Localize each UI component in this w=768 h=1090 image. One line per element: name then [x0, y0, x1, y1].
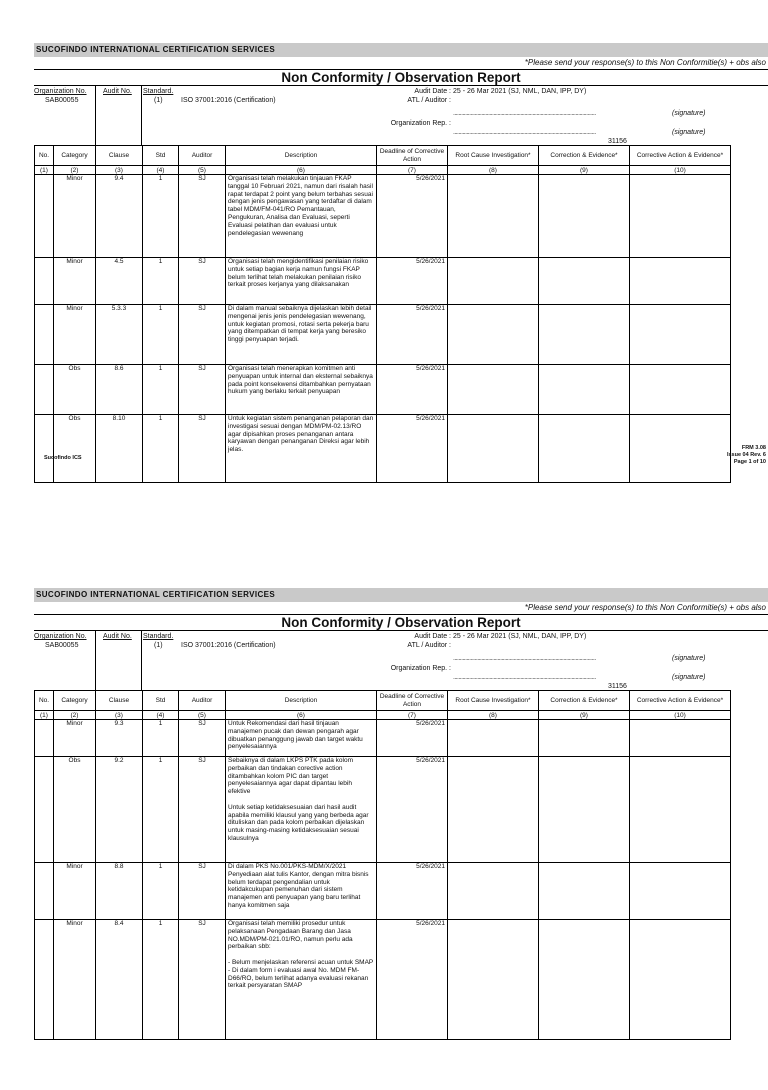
col-correction-header: Correction & Evidence*: [539, 146, 630, 166]
col-auditor-number: (5): [179, 711, 226, 720]
report-title: Non Conformity / Observation Report: [34, 69, 768, 86]
col-description-cell: Organisasi telah melakukan tinjauan FKAP tanggal 10 Februari 2021, namun dari risalah hasil rapat terdapat 2 point yang belum terbahas sesuai dengan jenis pengawasan yang terdaftar di dalam tabel MDM/FM-041/RO Pemantauan, Pengukuran, Analisa dan Evaluasi, seperti Evaluasi pelatihan dan evaluasi untuk pendelegasian wewenang: [226, 175, 377, 258]
response-note: *Please send your response(s) to this Non Conformitie(s) + obs also: [524, 603, 766, 612]
col-root-cause-cell: [448, 258, 539, 305]
col-clause-cell: 4.5: [96, 258, 143, 305]
col-description-cell: Untuk kegiatan sistem penanganan pelaporan dan investigasi sesuai dengan MDM/PM-02.13/RO agar dipisahkan proses penanganan antara karyawan dengan penanganan Direksi agar lebih jelas.: [226, 415, 377, 483]
col-auditor-cell: SJ: [179, 175, 226, 258]
col-clause-header: Clause: [96, 691, 143, 711]
col-category-cell: Minor: [54, 720, 96, 757]
col-no-cell: [35, 305, 54, 365]
col-deadline-number: (7): [377, 711, 448, 720]
col-deadline-number: (7): [377, 166, 448, 175]
table-row: [35, 757, 731, 863]
col-description-cell: Untuk Rekomendasi dari hasil tinjauan manajemen pucak dan dewan pengarah agar dibuatkan penanggung jawab dan target waktu penyelesaiannya: [226, 720, 377, 757]
column-number-row: [35, 711, 731, 720]
col-auditor-cell: SJ: [179, 305, 226, 365]
col-category-cell: Minor: [54, 258, 96, 305]
company-header-bar: [34, 43, 768, 57]
col-corrective-action-cell: [630, 720, 731, 757]
col-no-cell: [35, 863, 54, 920]
column-header-row: [35, 691, 731, 711]
col-auditor-cell: SJ: [179, 415, 226, 483]
col-clause-cell: 5.3.3: [96, 305, 143, 365]
col-std-header: Std: [143, 691, 179, 711]
col-std-cell: 1: [143, 863, 179, 920]
col-root-cause-number: (8): [448, 166, 539, 175]
col-std-cell: 1: [143, 305, 179, 365]
report-page: [0, 588, 768, 1090]
col-auditor-cell: SJ: [179, 720, 226, 757]
col-category-header: Category: [54, 146, 96, 166]
col-auditor-cell: SJ: [179, 863, 226, 920]
col-std-number: (4): [143, 166, 179, 175]
col-deadline-cell: 5/26/2021: [377, 305, 448, 365]
org-no-label: Organization No.: [34, 633, 87, 640]
col-no-cell: [35, 258, 54, 305]
col-corrective-action-cell: [630, 305, 731, 365]
col-corrective-action-header: Corrective Action & Evidence*: [630, 146, 731, 166]
audit-date-label: Audit Date :: [414, 633, 451, 640]
atl-auditor-label: ATL / Auditor :: [407, 642, 451, 649]
col-corrective-action-number: (10): [630, 166, 731, 175]
col-root-cause-cell: [448, 720, 539, 757]
col-category-cell: Obs: [54, 415, 96, 483]
footer-frm: FRM 3.08: [741, 445, 766, 451]
col-root-cause-cell: [448, 863, 539, 920]
col-std-cell: 1: [143, 365, 179, 415]
col-std-number: (4): [143, 711, 179, 720]
col-corrective-action-cell: [630, 757, 731, 863]
col-corrective-action-cell: [630, 365, 731, 415]
col-root-cause-number: (8): [448, 711, 539, 720]
info-divider: [141, 86, 142, 145]
col-auditor-cell: SJ: [179, 757, 226, 863]
org-no-value: SAB00055: [45, 642, 79, 649]
page-footer: [0, 445, 768, 469]
atl-signature-label: (signature): [672, 110, 706, 117]
audit-date-value: 25 - 26 Mar 2021 (SJ, NML, DAN, IPP, DY): [453, 88, 587, 95]
col-no-cell: [35, 365, 54, 415]
col-deadline-cell: 5/26/2021: [377, 863, 448, 920]
col-correction-cell: [539, 863, 630, 920]
col-description-cell: Di dalam manual sebaiknya dijelaskan lebih detail mengenai jenis jenis pendelegasian wewenang, untuk kegiatan promosi, rotasi serta pekerja baru yang ditempatkan di tempat kerja yang beresiko tinggi penyuapan terjadi.: [226, 305, 377, 365]
page-slot: [0, 588, 768, 1090]
audit-date-label: Audit Date :: [414, 88, 451, 95]
col-auditor-header: Auditor: [179, 146, 226, 166]
col-correction-cell: [539, 305, 630, 365]
audit-info-block: [0, 86, 768, 145]
table-row: [35, 920, 731, 1040]
org-no-label: Organization No.: [34, 88, 87, 95]
col-deadline-cell: 5/26/2021: [377, 415, 448, 483]
col-std-cell: 1: [143, 720, 179, 757]
col-std-cell: 1: [143, 258, 179, 305]
col-std-cell: 1: [143, 175, 179, 258]
atl-auditor-label: ATL / Auditor :: [407, 97, 451, 104]
atl-signature-line: ..........................................................................................................: [453, 655, 596, 662]
standard-number: (1): [154, 642, 163, 649]
col-correction-number: (9): [539, 166, 630, 175]
col-root-cause-header: Root Cause Investigation*: [448, 146, 539, 166]
col-root-cause-cell: [448, 305, 539, 365]
org-rep-signature-label: (signature): [672, 129, 706, 136]
col-corrective-action-cell: [630, 920, 731, 1040]
col-clause-cell: 8.10: [96, 415, 143, 483]
standard-number: (1): [154, 97, 163, 104]
col-correction-header: Correction & Evidence*: [539, 691, 630, 711]
atl-signature-line: ..........................................................................................................: [453, 110, 596, 117]
col-std-cell: 1: [143, 757, 179, 863]
findings-table: [34, 145, 731, 483]
col-root-cause-cell: [448, 175, 539, 258]
form-code: 31156: [608, 138, 627, 145]
org-rep-signature-label: (signature): [672, 674, 706, 681]
col-no-number: (1): [35, 166, 54, 175]
col-corrective-action-cell: [630, 863, 731, 920]
footer-page-number: Page 1 of 10: [733, 459, 766, 465]
col-no-header: No.: [35, 691, 54, 711]
col-correction-cell: [539, 720, 630, 757]
col-correction-cell: [539, 175, 630, 258]
standard-value: ISO 37001:2016 (Certification): [181, 97, 276, 104]
col-deadline-cell: 5/26/2021: [377, 258, 448, 305]
org-rep-label: Organization Rep. :: [390, 665, 451, 672]
org-rep-signature-line: ..........................................................................................................: [453, 129, 596, 136]
findings-table-wrap: [0, 690, 768, 1090]
col-deadline-cell: 5/26/2021: [377, 720, 448, 757]
col-category-number: (2): [54, 711, 96, 720]
standard-value: ISO 37001:2016 (Certification): [181, 642, 276, 649]
audit-date-value: 25 - 26 Mar 2021 (SJ, NML, DAN, IPP, DY): [453, 633, 587, 640]
col-description-cell: Organisasi telah mengidentifikasi penilaian risiko untuk setiap bagian kerja namun fungsi FKAP belum terlihat telah melakukan penilaian risiko terkait proses kerjanya yang dilaksanakan: [226, 258, 377, 305]
col-root-cause-cell: [448, 757, 539, 863]
col-root-cause-header: Root Cause Investigation*: [448, 691, 539, 711]
col-description-header: Description: [226, 146, 377, 166]
report-title: Non Conformity / Observation Report: [34, 614, 768, 631]
table-row: [35, 305, 731, 365]
atl-signature-label: (signature): [672, 655, 706, 662]
col-root-cause-cell: [448, 365, 539, 415]
col-deadline-header: Deadline of Corrective Action: [377, 146, 448, 166]
col-deadline-cell: 5/26/2021: [377, 175, 448, 258]
col-category-cell: Obs: [54, 757, 96, 863]
col-description-number: (6): [226, 166, 377, 175]
standard-label: Standard.: [143, 88, 174, 95]
info-divider: [95, 631, 96, 690]
col-description-cell: Organisasi telah memiliki prosedur untuk pelaksanaan Pengadaan Barang dan Jasa NO.MDM/PM-021.01/RO, namun perlu ada perbaikan sbb: - Belum menjelaskan referensi acuan untuk SMAP - Di dalam form i evaluasi awal No. MDM FM-D66/RO, belum terlihat adanya evaluasi rekanan terkait persyaratan SMAP: [226, 920, 377, 1040]
col-corrective-action-number: (10): [630, 711, 731, 720]
footer-company: Sucofindo ICS: [44, 455, 82, 461]
col-clause-number: (3): [96, 166, 143, 175]
findings-table: [34, 690, 731, 1040]
company-name: SUCOFINDO INTERNATIONAL CERTIFICATION SERVICES: [36, 45, 276, 54]
org-rep-signature-line: ..........................................................................................................: [453, 674, 596, 681]
col-deadline-cell: 5/26/2021: [377, 920, 448, 1040]
col-deadline-cell: 5/26/2021: [377, 757, 448, 863]
col-category-cell: Minor: [54, 920, 96, 1040]
table-row: [35, 258, 731, 305]
col-description-cell: Di dalam PKS No.001/PKS-MDM/X/2021 Penyediaan alat tulis Kantor, dengan mitra bisnis belum terdapat pengendalian untuk ketidakcukupan pemenuhan dari sistem manajemen anti penyuapan yang baru terlihat hanya komitmen saja: [226, 863, 377, 920]
info-divider: [95, 86, 96, 145]
col-no-cell: [35, 920, 54, 1040]
col-auditor-cell: SJ: [179, 365, 226, 415]
col-deadline-cell: 5/26/2021: [377, 365, 448, 415]
col-description-cell: Sebaiknya di dalam LKPS PTK pada kolom perbaikan dan tindakan corective action ditambahkan kolom PIC dan target penyelesaiannya agar dapat dipantau lebih efektive Untuk setiap ketidaksesuaian dari hasil audit apabila memiliki klausul yang yang berbeda agar dituliskan dan pada kolom perbaikan dijelaskan untuk masing-masing ketidaksesuaian sesuai klausulnya: [226, 757, 377, 863]
col-deadline-header: Deadline of Corrective Action: [377, 691, 448, 711]
org-no-value: SAB00055: [45, 97, 79, 104]
col-std-cell: 1: [143, 920, 179, 1040]
col-auditor-header: Auditor: [179, 691, 226, 711]
col-clause-header: Clause: [96, 146, 143, 166]
audit-no-label: Audit No.: [103, 633, 132, 640]
col-no-cell: [35, 757, 54, 863]
col-corrective-action-header: Corrective Action & Evidence*: [630, 691, 731, 711]
col-clause-cell: 8.6: [96, 365, 143, 415]
col-std-header: Std: [143, 146, 179, 166]
column-number-row: [35, 166, 731, 175]
table-row: [35, 863, 731, 920]
col-clause-cell: 8.8: [96, 863, 143, 920]
col-no-header: No.: [35, 146, 54, 166]
column-header-row: [35, 146, 731, 166]
col-auditor-cell: SJ: [179, 920, 226, 1040]
col-description-cell: Organisasi telah menerapkan komitmen anti penyuapan untuk internal dan eksternal sebaiknya pada point konsekwensi ditambahkan pernyataan hukum yang berlaku terkait penyuapan: [226, 365, 377, 415]
col-correction-cell: [539, 365, 630, 415]
col-clause-number: (3): [96, 711, 143, 720]
footer-issue: Issue 04 Rev. 6: [726, 452, 766, 458]
col-correction-cell: [539, 757, 630, 863]
col-clause-cell: 9.4: [96, 175, 143, 258]
company-header-bar: [34, 588, 768, 602]
audit-no-label: Audit No.: [103, 88, 132, 95]
col-category-cell: Obs: [54, 365, 96, 415]
col-category-cell: Minor: [54, 863, 96, 920]
col-root-cause-cell: [448, 920, 539, 1040]
table-row: [35, 175, 731, 258]
findings-body: [35, 720, 731, 1040]
col-corrective-action-cell: [630, 258, 731, 305]
col-clause-cell: 9.2: [96, 757, 143, 863]
footer-form-info: [727, 445, 766, 466]
audit-info-block: [0, 631, 768, 690]
col-corrective-action-cell: [630, 175, 731, 258]
col-category-cell: Minor: [54, 175, 96, 258]
col-category-cell: Minor: [54, 305, 96, 365]
col-clause-cell: 8.4: [96, 920, 143, 1040]
col-std-cell: 1: [143, 415, 179, 483]
col-auditor-cell: SJ: [179, 258, 226, 305]
org-rep-label: Organization Rep. :: [390, 120, 451, 127]
col-no-number: (1): [35, 711, 54, 720]
table-row: [35, 720, 731, 757]
form-code: 31156: [608, 683, 627, 690]
col-no-cell: [35, 720, 54, 757]
col-correction-number: (9): [539, 711, 630, 720]
col-auditor-number: (5): [179, 166, 226, 175]
standard-label: Standard.: [143, 633, 174, 640]
info-divider: [141, 631, 142, 690]
col-description-number: (6): [226, 711, 377, 720]
findings-body: [35, 175, 731, 483]
col-category-number: (2): [54, 166, 96, 175]
col-clause-cell: 9.3: [96, 720, 143, 757]
col-correction-cell: [539, 920, 630, 1040]
col-description-header: Description: [226, 691, 377, 711]
table-row: [35, 365, 731, 415]
report-page: [0, 43, 768, 469]
response-note: *Please send your response(s) to this Non Conformitie(s) + obs also: [524, 58, 766, 67]
company-name: SUCOFINDO INTERNATIONAL CERTIFICATION SERVICES: [36, 590, 276, 599]
page-slot: [0, 43, 768, 469]
col-no-cell: [35, 175, 54, 258]
col-correction-cell: [539, 258, 630, 305]
col-category-header: Category: [54, 691, 96, 711]
